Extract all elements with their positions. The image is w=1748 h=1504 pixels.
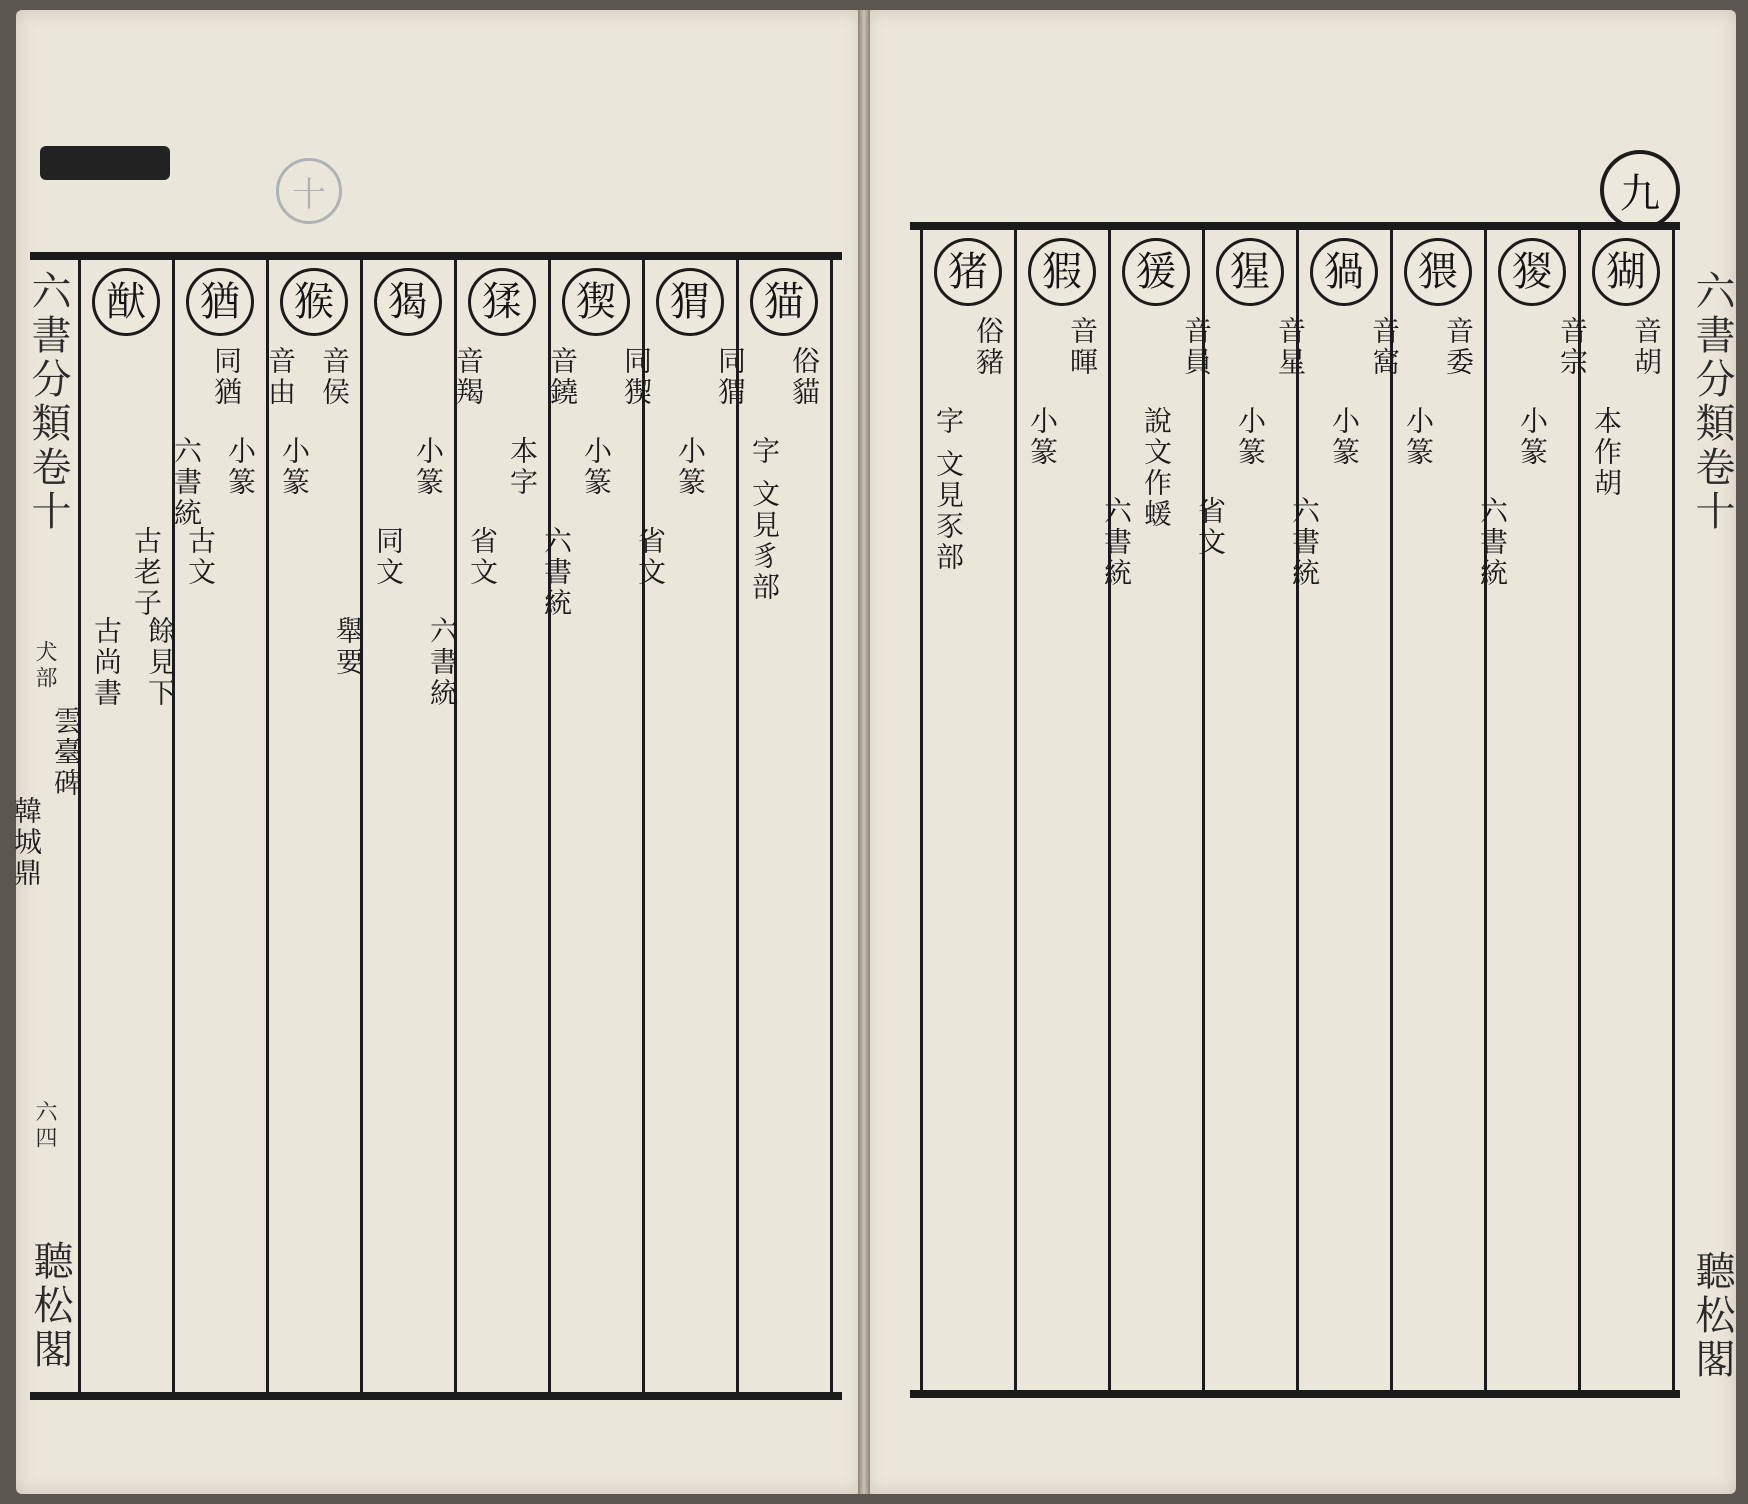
- character-entry: [738, 268, 830, 603]
- annotation-text: 小篆: [278, 436, 311, 498]
- headword-circle: 猩: [1216, 238, 1284, 306]
- character-entry: [1392, 238, 1484, 468]
- left-studio: 聽松閣: [27, 1240, 73, 1372]
- annotation-text: 六書統: [426, 616, 459, 709]
- annotation-text: 六書統: [1476, 496, 1509, 589]
- headword-circle: 猰: [562, 268, 630, 336]
- annotation-text: 音由: [264, 346, 297, 408]
- annotation-text: 字 文見豸部: [748, 436, 781, 603]
- entry-annotation: [1474, 316, 1590, 589]
- character-entry: [1016, 238, 1108, 468]
- annotation-text: 本字: [506, 436, 539, 498]
- annotation-text: 雲臺碑: [50, 706, 83, 799]
- annotation-text: 餘見下: [144, 616, 177, 709]
- headword-circle: 猥: [1404, 238, 1472, 306]
- annotation-text: 舉要: [332, 616, 365, 678]
- annotation-text: 小篆: [224, 436, 257, 498]
- annotation-text: 音委: [1442, 316, 1475, 378]
- annotation-text: 省文: [1194, 496, 1227, 558]
- entry-annotation: [930, 316, 1006, 573]
- entry-annotation: [746, 346, 822, 603]
- entry-annotation: [1588, 316, 1664, 499]
- character-entry: [1476, 238, 1589, 589]
- annotation-text: 小篆: [1026, 406, 1059, 468]
- annotation-text: 同猰: [620, 346, 653, 408]
- headword-circle: 猱: [468, 268, 536, 336]
- annotation-text: 音鐃: [546, 346, 579, 408]
- entry-annotation: [8, 346, 244, 889]
- annotation-text: 六書統: [540, 526, 573, 619]
- headword-circle: 猨: [1122, 238, 1190, 306]
- right-margin-title: 六書分類卷十: [1689, 270, 1735, 534]
- annotation-text: 小篆: [1234, 406, 1267, 468]
- annotation-text: 小篆: [1402, 406, 1435, 468]
- annotation-text: 省文: [466, 526, 499, 588]
- annotation-text: 小篆: [580, 436, 613, 498]
- annotation-text: 音侯: [318, 346, 351, 408]
- character-entry: [922, 238, 1014, 573]
- annotation-text: 同猶: [210, 346, 243, 408]
- headword-circle: 猢: [1592, 238, 1660, 306]
- annotation-text: 小篆: [412, 436, 445, 498]
- annotation-text: 古尚書: [90, 616, 123, 709]
- annotation-text: 音胡: [1630, 316, 1663, 378]
- annotation-text: 音星: [1274, 316, 1307, 378]
- left-folio: 六四: [32, 1100, 57, 1152]
- annotation-text: 本作胡: [1590, 406, 1623, 499]
- annotation-text: 音羯: [452, 346, 485, 408]
- headword-circle: 猶: [186, 268, 254, 336]
- right-studio: 聽松閣: [1689, 1250, 1735, 1382]
- column-rule: [1672, 230, 1675, 1390]
- headword-circle: 猪: [934, 238, 1002, 306]
- annotation-text: 同文: [372, 526, 405, 588]
- headword-circle: 猲: [374, 268, 442, 336]
- annotation-text: 韓城鼎: [10, 796, 43, 889]
- ink-blot: [40, 146, 170, 180]
- annotation-text: 六書統: [1288, 496, 1321, 589]
- headword-circle: 猴: [280, 268, 348, 336]
- annotation-text: 六書統: [1100, 496, 1133, 589]
- headword-circle: 猷: [92, 268, 160, 336]
- annotation-text: 小篆: [1516, 406, 1549, 468]
- headword-circle: 猧: [1310, 238, 1378, 306]
- headword-circle: 猣: [1498, 238, 1566, 306]
- headword-circle: 猬: [656, 268, 724, 336]
- annotation-text: 古文: [184, 526, 217, 588]
- annotation-text: 省文: [634, 526, 667, 588]
- book-spine: [858, 10, 870, 1494]
- annotation-text: 小篆: [674, 436, 707, 498]
- left-page-number: 十: [276, 158, 342, 224]
- annotation-text: 音窩: [1368, 316, 1401, 378]
- annotation-text: 音宗: [1556, 316, 1589, 378]
- annotation-text: 音員: [1180, 316, 1213, 378]
- annotation-text: 同猬: [714, 346, 747, 408]
- character-entry: [1580, 238, 1672, 499]
- left-margin-title: 六書分類卷十: [25, 270, 71, 534]
- headword-circle: 猫: [750, 268, 818, 336]
- column-rule: [830, 260, 833, 1392]
- annotation-text: 俗豬: [972, 316, 1005, 378]
- entry-annotation: [1400, 316, 1476, 468]
- annotation-text: 六書統: [170, 436, 203, 529]
- entry-annotation: [1024, 316, 1100, 468]
- annotation-text: 古老子: [130, 526, 163, 619]
- left-margin-section: 犬部: [32, 640, 57, 692]
- annotation-text: 俗貓: [788, 346, 821, 408]
- annotation-text: 字 文見豕部: [932, 406, 965, 573]
- entry-annotation: [1098, 316, 1214, 589]
- annotation-text: 小篆: [1328, 406, 1361, 468]
- annotation-text: 音暉: [1066, 316, 1099, 378]
- headword-circle: 猳: [1028, 238, 1096, 306]
- right-page-number: 九: [1600, 150, 1680, 230]
- annotation-text: 說文作蝯: [1140, 406, 1173, 530]
